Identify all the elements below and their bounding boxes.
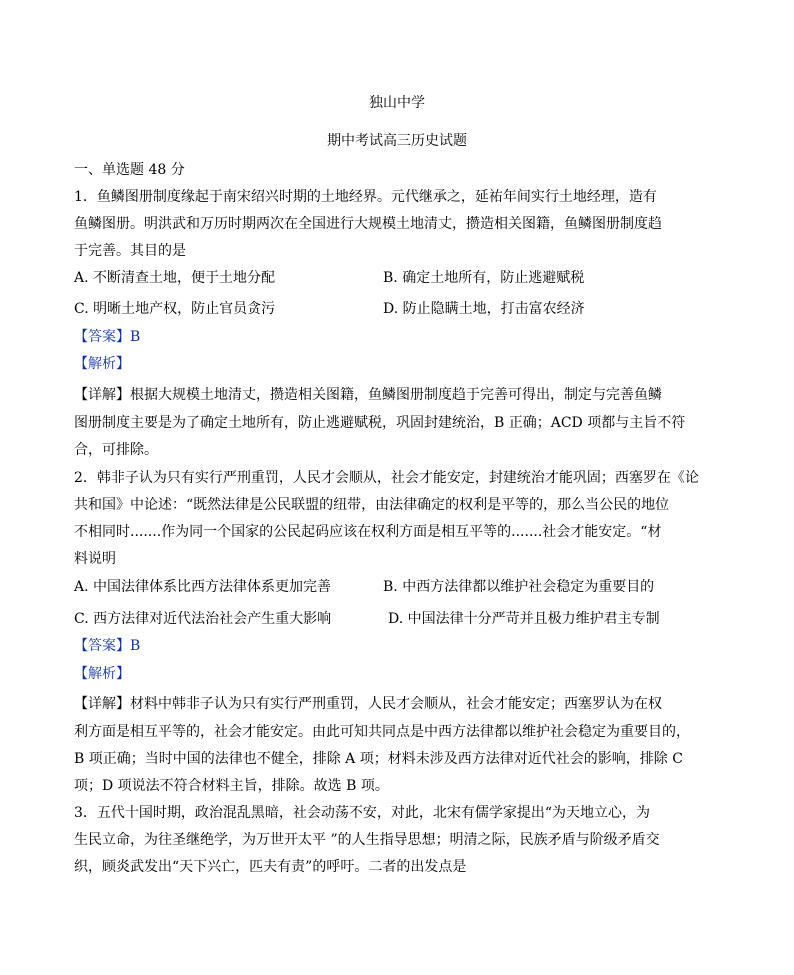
option-a: A. 不断清查土地，便于土地分配 <box>74 270 276 286</box>
exam-title: 期中考试高三历史试题 <box>327 133 467 149</box>
section-title: 一、单选题 48 分 <box>74 162 185 178</box>
option-d: D. 中国法律十分严苛并且极力维护君主专制 <box>388 611 660 627</box>
question-stem-line: 1．鱼鳞图册制度缘起于南宋绍兴时期的土地经界。元代继承之，延祐年间实行土地经理，造有 <box>74 189 657 205</box>
question-stem-line: 3．五代十国时期，政治混乱黑暗，社会动荡不安，对此，北宋有儒学家提出“为天地立心，为 <box>74 805 651 821</box>
question-stem-line: 于完善。其目的是 <box>74 243 186 259</box>
option-b: B. 中西方法律都以维护社会稳定为重要目的 <box>383 579 655 595</box>
detail-line: 利方面是相互平等的，社会才能安定。由此可知共同点是中西方法律都以维护社会稳定为重要目的， <box>74 724 690 740</box>
question-stem-line: 不相同时.......作为同一个国家的公民起码应该在权利方面是相互平等的.......社会才能安定。“材 <box>74 524 662 540</box>
question-stem-line: 2．韩非子认为只有实行严刑重罚，人民才会顺从，社会才能安定，封建统治才能巩固；西塞罗在《论 <box>74 470 699 486</box>
detail-line: 合，可排除。 <box>74 442 158 458</box>
option-c: C. 明晰土地产权，防止官员贪污 <box>74 301 276 317</box>
answer-label: 【答案】B <box>74 638 141 654</box>
question-stem-line: 鱼鳞图册。明洪武和万历时期两次在全国进行大规模土地清丈，攒造相关图籍，鱼鳞图册制度趋 <box>74 216 662 232</box>
detail-line: 项；D 项说法不符合材料主旨，排除。故选 B 项。 <box>74 778 389 794</box>
option-c: C. 西方法律对近代法治社会产生重大影响 <box>74 611 332 627</box>
question-stem-line: 生民立命，为往圣继绝学，为万世开太平 ”的人生指导思想；明清之际，民族矛盾与阶级矛盾交 <box>74 832 660 848</box>
question-stem-line: 织，顾炎武发出“天下兴亡，匹夫有责”的呼吁。二者的出发点是 <box>74 859 467 875</box>
option-d: D. 防止隐瞒土地，打击富农经济 <box>383 301 585 317</box>
analysis-label: 【解析】 <box>74 356 130 372</box>
detail-line: B 项正确；当时中国的法律也不健全，排除 A 项；材料未涉及西方法律对近代社会的影响，排除 C <box>74 751 683 767</box>
answer-label: 【答案】B <box>74 329 141 345</box>
question-stem-line: 共和国》中论述：“既然法律是公民联盟的纽带，由法律确定的权利是平等的，那么当公民的地位 <box>74 497 670 513</box>
detail-line: 图册制度主要是为了确定土地所有，防止逃避赋税，巩固封建统治，B 正确；ACD 项都与主旨不符 <box>74 415 686 431</box>
detail-line: 【详解】根据大规模土地清丈，攒造相关图籍，鱼鳞图册制度趋于完善可得出，制定与完善鱼鳞 <box>74 387 662 403</box>
question-stem-line: 料说明 <box>74 551 116 567</box>
detail-line: 【详解】材料中韩非子认为只有实行严刑重罚，人民才会顺从，社会才能安定；西塞罗认为在权 <box>74 696 662 712</box>
option-b: B. 确定土地所有，防止逃避赋税 <box>383 270 585 286</box>
option-a: A. 中国法律体系比西方法律体系更加完善 <box>74 579 332 595</box>
school-name: 独山中学 <box>369 95 425 111</box>
analysis-label: 【解析】 <box>74 666 130 682</box>
